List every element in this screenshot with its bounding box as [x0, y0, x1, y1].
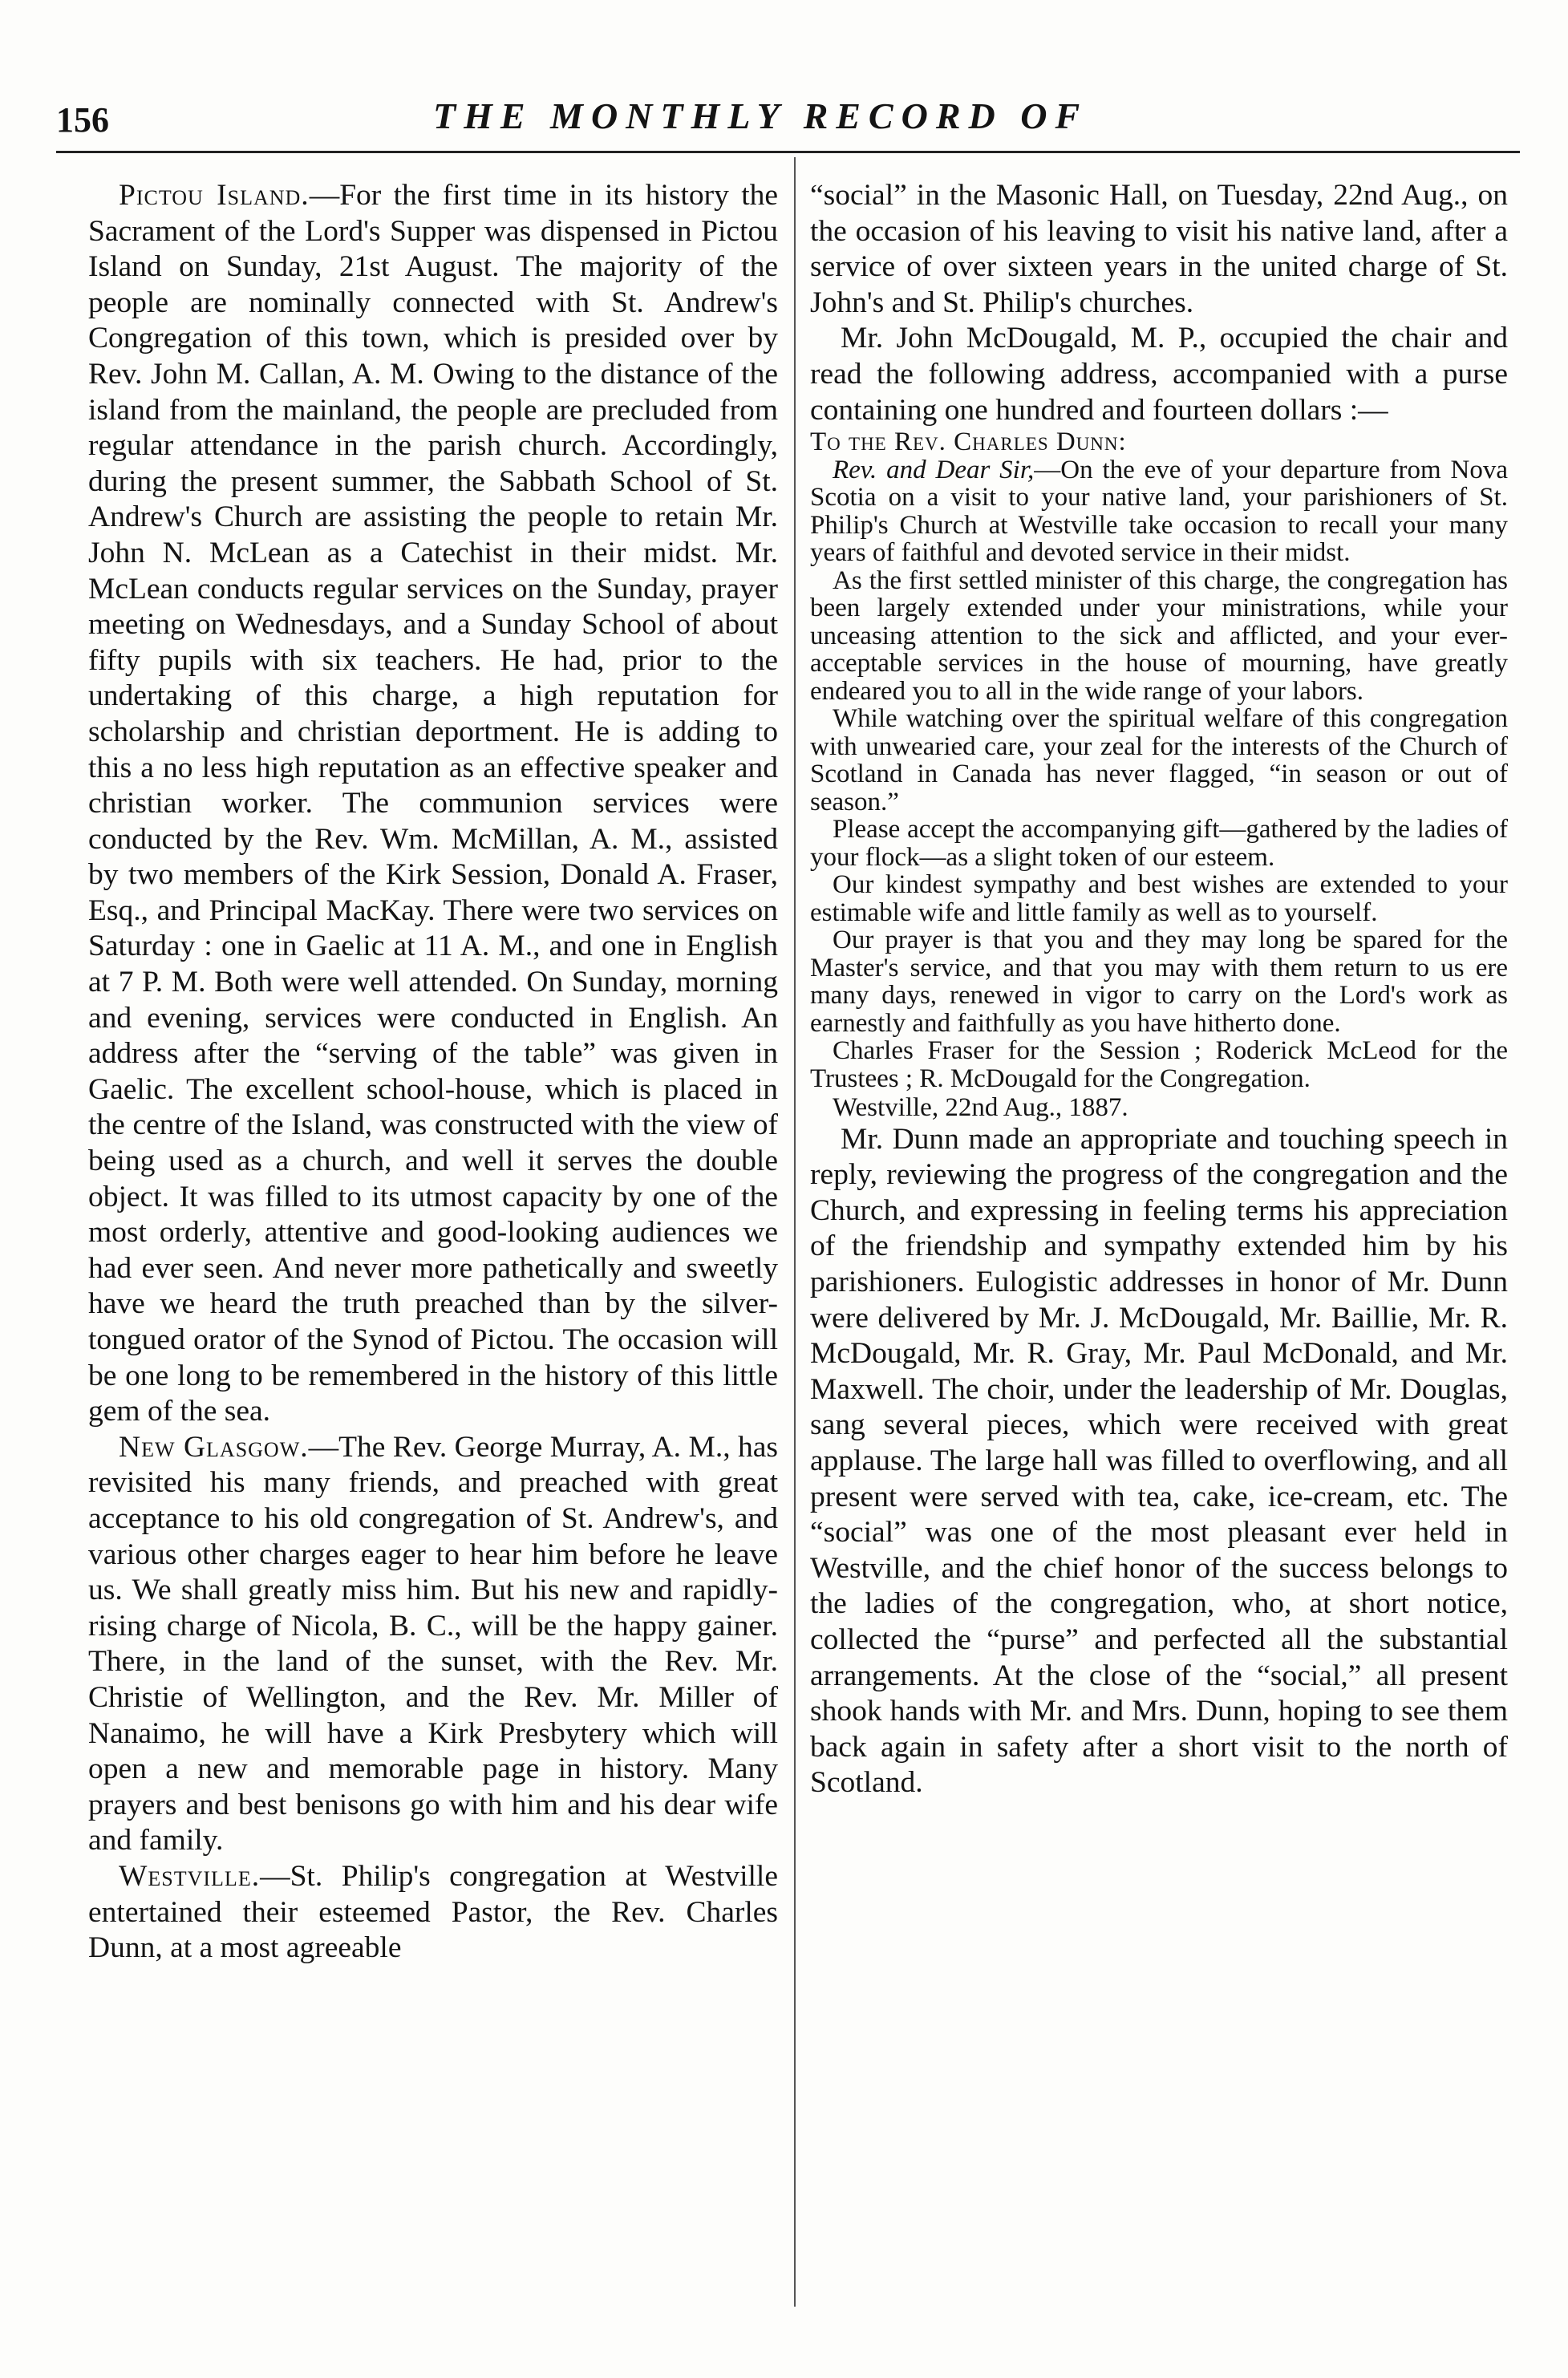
address-paragraph: While watching over the spiritual welfare of this congregation with unwearied care, your zeal for the interests of the Church of Scotland in Canada has never flagged, “in season or out of season.” — [810, 704, 1508, 816]
address-date-line: Westville, 22nd Aug., 1887. — [833, 1093, 1128, 1123]
page-number: 156 — [56, 100, 109, 140]
header-rule — [56, 151, 1520, 153]
address-intro — [810, 456, 1508, 567]
article-body: —For the first time in its history the Sacrament of the Lord's Supper was dispensed in Pictou Island on Sunday, 21st August. The majority of the people are nominally connected with St. Andrew's Congregation of this town, which is presided over by Rev. John M. Callan, A. M. Owing to the distance of the island from the mainland, the people are precluded from regular attendance in the parish church. Accordingly, during the present summer, the Sabbath School of St. Andrew's Church are assisting the people to retain Mr. John N. McLean as a Catechist in their midst. Mr. McLean conducts regular services on the Sunday, prayer meeting on Wednesdays, and a Sunday School of about fifty pupils with six teachers. He had, prior to the undertaking of this charge, a high reputation for scholarship and christian deportment. He is adding to this a no less high reputation as an effective speaker and christian worker. The communion services were conducted by the Rev. Wm. McMillan, A. M., assisted by two members of the Kirk Session, Donald A. Fraser, Esq., and Principal MacKay. There were two services on Saturday : one in Gaelic at 11 A. M., and one in English at 7 P. M. Both were well attended. On Sunday, morning and evening, services were conducted in English. An address after the “serving of the table” was given in Gaelic. The excellent school-house, which is placed in the centre of the Island, was constructed with the view of being used as a church, and well it serves the double object. It was filled to its utmost capacity by one of the most orderly, attentive and good-looking audiences we had ever seen. And never more pathetically and sweetly have we heard the truth preached than by the silver-tongued orator of the Synod of Pictou. The occasion will be one long to be remembered in the history of this little gem of the sea. — [88, 179, 778, 1428]
article-westville — [88, 1859, 778, 1967]
column-divider — [794, 157, 796, 2307]
article-heading: New Glasgow. — [119, 1430, 309, 1464]
address-heading — [810, 428, 1508, 456]
westville-continuation: “social” in the Masonic Hall, on Tuesday, 22nd Aug., on the occasion of his leaving to visit his native land, after a service of over sixteen years in the united charge of St. John's and St. Philip's churches. — [810, 179, 1508, 319]
left-column — [88, 178, 778, 2344]
address-recipient: To the Rev. Charles Dunn — [810, 427, 1119, 457]
running-title: THE MONTHLY RECORD OF — [433, 95, 1088, 136]
address-paragraph: Our prayer is that you and they may long be spared for the Master's service, and that you may with them return to us ere many days, renewed in vigor to carry on the Lord's work as earnestly and faithfully as you have hitherto done. — [810, 926, 1508, 1038]
reply-paragraph: Mr. Dunn made an appropriate and touching speech in reply, reviewing the progress of the congregation and the Church, and expressing in feeling terms his appreciation of the friendship and sympathy extended him by his parishioners. Eulogistic addresses in honor of Mr. Dunn were delivered by Mr. J. McDougald, Mr. Baillie, Mr. R. McDougald, Mr. R. Gray, Mr. Paul McDonald, and Mr. Maxwell. The choir, under the leadership of Mr. Douglas, sang several pieces, which were received with great applause. The large hall was filled to overflowing, and all present were served with tea, cake, ice-cream, etc. The “social” was one of the most pleasant ever held in Westville, and the chief honor of the success belongs to the ladies of the congregation, who, at short notice, collected the “purse” and perfected all the substantial arrangements. At the close of the “social,” all present shook hands with Mr. and Mrs. Dunn, hoping to see them back again in safety after a short visit to the north of Scotland. — [810, 1122, 1508, 1800]
article-body: —The Rev. George Murray, A. M., has revisited his many friends, and preached with great acceptance to his old congregation of St. Andrew's, and various other charges eager to hear him before he leave us. We shall greatly miss him. But his new and rapidly-rising charge of Nicola, B. C., will be the happy gainer. There, in the land of the sunset, with the Rev. Mr. Christie of Wellington, and the Rev. Mr. Miller of Nanaimo, he will have a Kirk Presbytery which will open a new and memorable page in history. Many prayers and best benisons go with him and his dear wife and family. — [88, 1430, 778, 1857]
article-heading: Westville. — [119, 1859, 261, 1893]
address-signatories: Charles Fraser for the Session ; Roderick McLeod for the Trustees ; R. McDougald for the Congregation. — [810, 1036, 1508, 1093]
page-header — [56, 95, 1520, 143]
article-pictou-island — [88, 178, 778, 1430]
address-heading-colon: : — [1118, 427, 1126, 457]
farewell-address — [810, 428, 1508, 1122]
address-paragraph: As the first settled minister of this charge, the congregation has been largely extended under your ministrations, while your unceasing attention to the sick and afflicted, and your ever-acceptable services in the house of mourning, have greatly endeared you to all in the wide range of your labors. — [810, 565, 1508, 706]
westville-chair-paragraph: Mr. John McDougald, M. P., occupied the chair and read the following address, accompanied with a purse containing one hundred and fourteen dollars :— — [810, 322, 1508, 427]
address-paragraph: Our kindest sympathy and best wishes are extended to your estimable wife and little family as well as to yourself. — [810, 870, 1508, 927]
article-heading: Pictou Island. — [119, 179, 310, 212]
article-body: —St. Philip's congregation at Westville entertained their esteemed Pastor, the Rev. Charles Dunn, at a most agreeable — [88, 1859, 778, 1965]
right-column — [810, 178, 1508, 2344]
address-salutation: Rev. and Dear Sir, — [833, 455, 1035, 484]
article-new-glasgow — [88, 1430, 778, 1859]
address-intro-text: —On the eve of your departure from Nova Scotia on a visit to your native land, your parishioners of St. Philip's Church at Westville take occasion to recall your many years of faithful and devoted service in their midst. — [810, 455, 1508, 568]
address-paragraph: Please accept the accompanying gift—gathered by the ladies of your flock—as a slight token of our esteem. — [810, 815, 1508, 872]
